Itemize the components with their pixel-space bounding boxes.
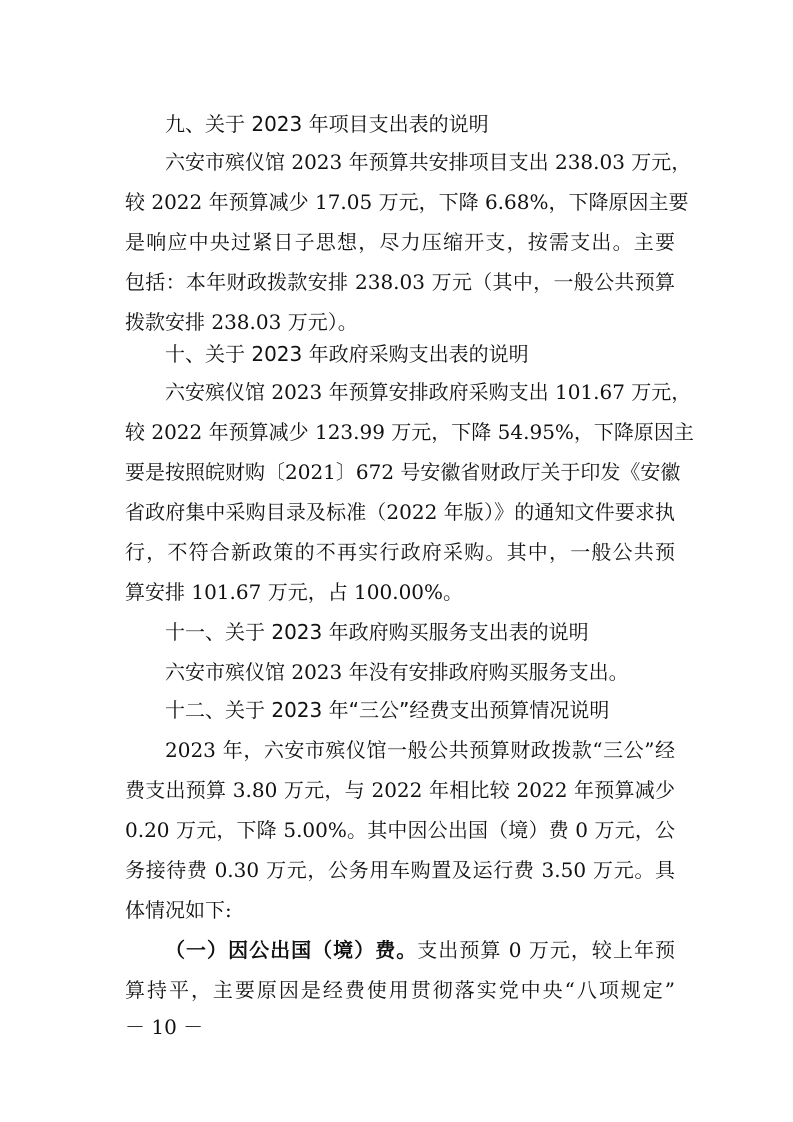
subsection-1-line-2: 算持平，主要原因是经费使用贯彻落实党中央“八项规定”	[125, 978, 675, 1002]
subsection-1-lead: （一）因公出国（境）费。	[165, 938, 418, 962]
section-11-heading: 十一、关于 2023 年政府购买服务支出表的说明	[165, 620, 589, 644]
section-9-line-3: 是响应中央过紧日子思想，尽力压缩开支，按需支出。主要	[125, 230, 675, 254]
section-12-line-2: 费支出预算 3.80 万元，与 2022 年相比较 2022 年预算减少	[125, 778, 675, 802]
section-12-line-3: 0.20 万元，下降 5.00%。其中因公出国（境）费 0 万元，公	[125, 818, 675, 842]
section-12-line-5: 体情况如下:	[125, 898, 232, 922]
subsection-1-line-1	[165, 930, 675, 970]
page-number: － 10 －	[125, 1015, 204, 1039]
section-9-line-1: 六安市殡仪馆 2023 年预算共安排项目支出 238.03 万元，	[165, 150, 692, 174]
section-12-line-1: 2023 年，六安市殡仪馆一般公共预算财政拨款“三公”经	[165, 738, 675, 762]
section-10-line-3: 要是按照皖财购〔2021〕672 号安徽省财政厅关于印发《安徽	[125, 460, 681, 484]
subsection-1-line-1-rest: 支出预算 0 万元，较上年预	[417, 938, 675, 962]
section-9-line-5: 拨款安排 238.03 万元）。	[125, 310, 358, 334]
section-10-line-6: 算安排 101.67 万元，占 100.00%。	[125, 580, 464, 604]
section-9-line-2: 较 2022 年预算减少 17.05 万元，下降 6.68%，下降原因主要	[125, 190, 689, 214]
section-12-line-4: 务接待费 0.30 万元，公务用车购置及运行费 3.50 万元。具	[125, 858, 675, 882]
section-11-line-1: 六安市殡仪馆 2023 年没有安排政府购买服务支出。	[165, 660, 629, 684]
section-10-line-5: 行，不符合新政策的不再实行政府采购。其中，一般公共预	[125, 540, 675, 564]
section-9-heading: 九、关于 2023 年项目支出表的说明	[165, 112, 489, 136]
section-10-line-4: 省政府集中采购目录及标准（2022 年版）》的通知文件要求执	[125, 500, 675, 524]
section-10-heading: 十、关于 2023 年政府采购支出表的说明	[165, 342, 529, 366]
section-10-line-1: 六安殡仪馆 2023 年预算安排政府采购支出 101.67 万元，	[165, 380, 692, 404]
section-10-line-2: 较 2022 年预算减少 123.99 万元，下降 54.95%，下降原因主	[125, 420, 694, 444]
section-12-heading: 十二、关于 2023 年“三公”经费支出预算情况说明	[165, 698, 610, 722]
section-9-line-4: 包括：本年财政拨款安排 238.03 万元（其中，一般公共预算	[125, 270, 675, 294]
